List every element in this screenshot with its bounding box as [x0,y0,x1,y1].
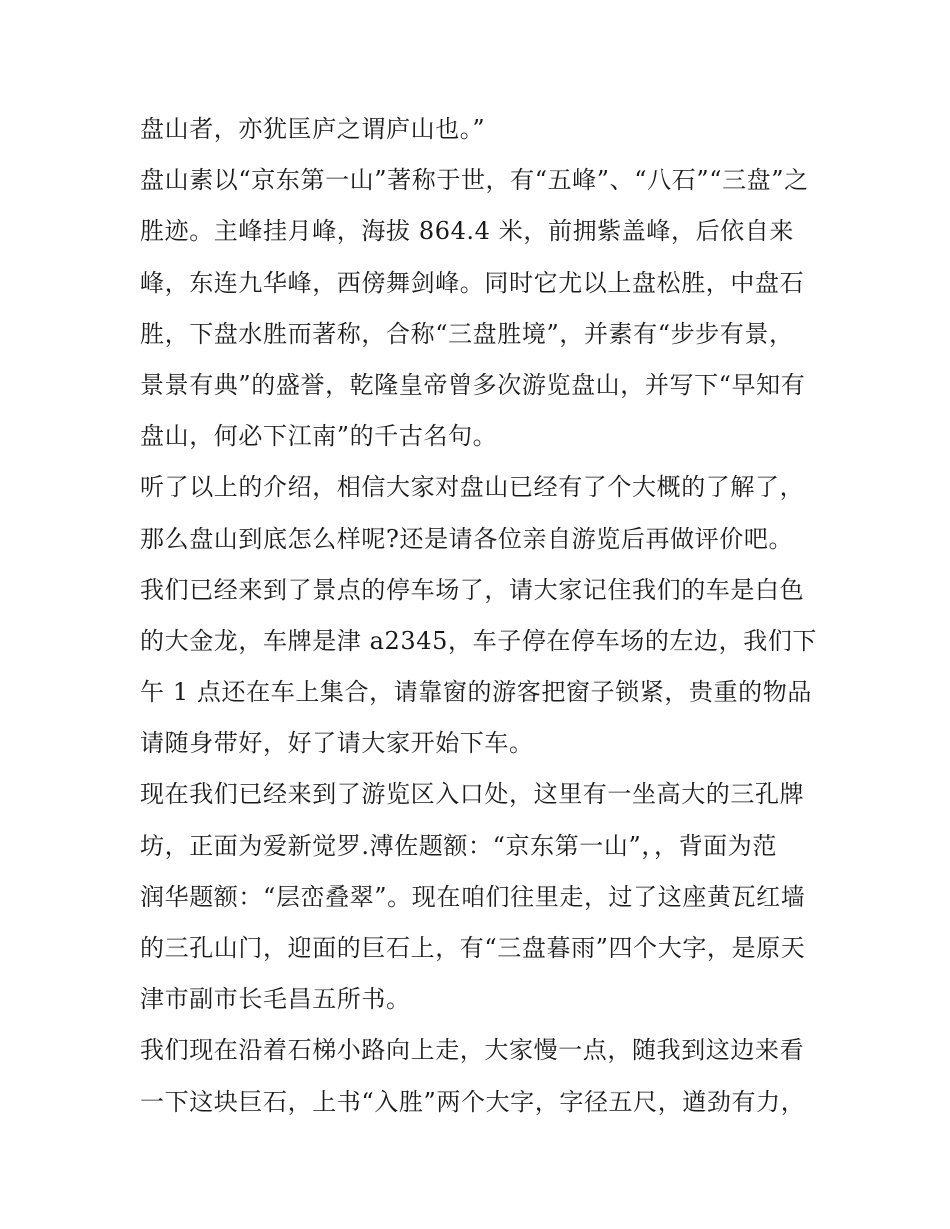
text-line: 我们现在沿着石梯小路向上走，大家慢一点，随我到这边来看 [140,1036,805,1065]
text-line: 那么盘山到底怎么样呢?还是请各位亲自游览后再做评价吧。 [140,524,794,553]
text-line: 午 1 点还在车上集合，请靠窗的游客把窗子锁紧，贵重的物品 [140,678,812,707]
text-line: 盘山者，亦犹匡庐之谓庐山也。” [140,115,486,143]
text-line: 盘山素以“京东第一山”著称于世，有“五峰”、“八石”“三盘”之 [140,166,809,195]
text-line: 的三孔山门，迎面的巨石上，有“三盘暮雨”四个大字，是原天 [140,934,806,962]
text-line: 峰，东连九华峰，西傍舞剑峰。同时它尤以上盘松胜，中盘石 [140,268,805,297]
document-body [140,104,820,1128]
text-line: 听了以上的介绍，相信大家对盘山已经有了个大概的了解了， [140,473,805,502]
text-line: 一下这块巨石，上书“入胜”两个大字，字径五尺，遒劲有力， [140,1087,806,1116]
text-line: 润华题额：“层峦叠翠”。现在咱们往里走，过了这座黄瓦红墙 [140,882,806,911]
text-line: 盘山，何必下江南”的千古名句。 [140,422,498,451]
text-line: 现在我们已经来到了游览区入口处，这里有一坐高大的三孔牌 [140,780,805,809]
text-line: 坊，正面为爱新觉罗.溥佐题额：“京东第一山”，，背面为范 [140,831,777,860]
text-line: 我们已经来到了景点的停车场了，请大家记住我们的车是白色 [140,575,805,604]
text-line: 津市副市长毛昌五所书。 [140,985,411,1014]
text-line: 胜，下盘水胜而著称，合称“三盘胜境”，并素有“步步有景， [140,319,794,348]
text-line: 景景有典”的盛誉，乾隆皇帝曾多次游览盘山，并写下“早知有 [140,370,806,399]
text-line: 请随身带好，好了请大家开始下车。 [140,729,534,758]
text-line: 的大金龙，车牌是津 a2345，车子停在停车场的左边，我们下 [140,626,818,655]
text-line: 胜迹。主峰挂月峰，海拔 864.4 米，前拥紫盖峰，后依自来 [140,217,794,246]
